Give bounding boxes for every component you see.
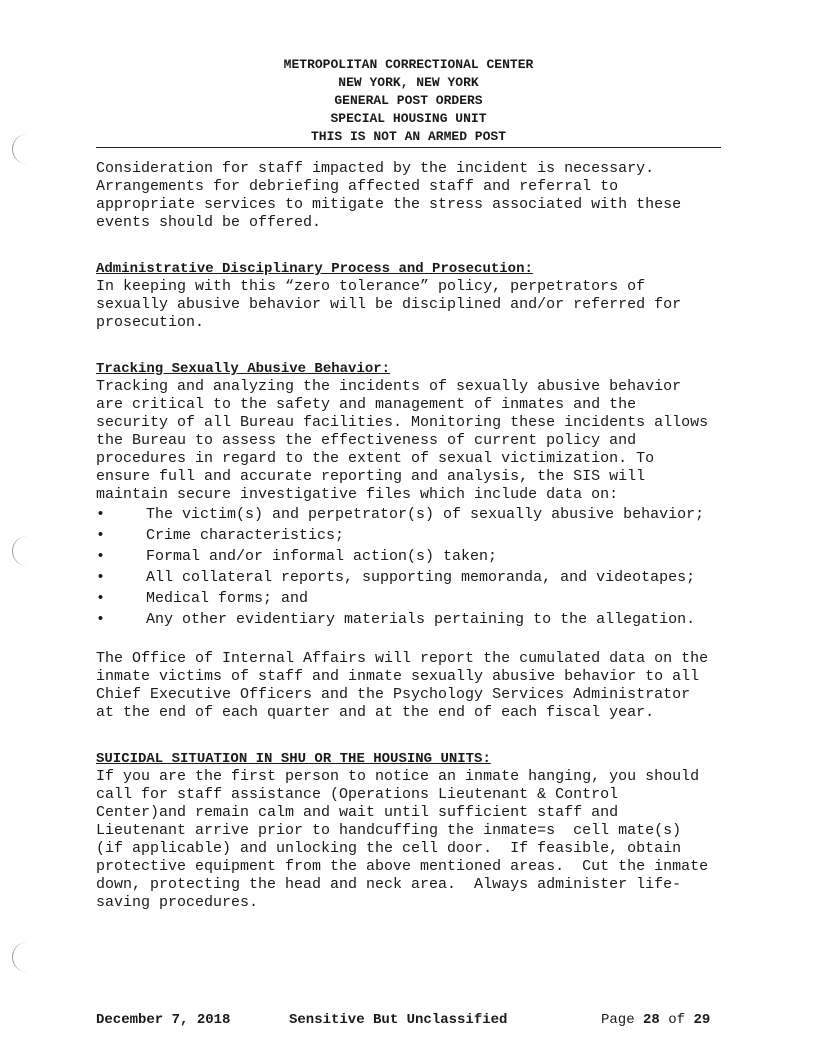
paragraph-line: at the end of each quarter and at the end of each fiscal year.	[96, 704, 655, 721]
list-item	[96, 504, 776, 525]
bullet-icon: •	[96, 590, 106, 607]
header-line-unit: SPECIAL HOUSING UNIT	[330, 111, 487, 126]
section-heading-suicidal: SUICIDAL SITUATION IN SHU OR THE HOUSING UNITS:	[96, 751, 491, 767]
paragraph-line: inmate victims of staff and inmate sexually abusive behavior to all	[96, 668, 700, 685]
list-item	[96, 609, 776, 630]
paragraph-line: the Bureau to assess the effectiveness of current policy and	[96, 432, 637, 449]
paragraph-line: In keeping with this “zero tolerance” policy, perpetrators of	[96, 278, 646, 295]
section-heading-discipline: Administrative Disciplinary Process and Prosecution:	[96, 261, 533, 277]
page-word: Page	[601, 1012, 635, 1028]
list-item	[96, 567, 776, 588]
paragraph-line: If you are the first person to notice an inmate hanging, you should	[96, 768, 700, 785]
header-line-orders: GENERAL POST ORDERS	[334, 93, 483, 108]
paragraph-line: sexually abusive behavior will be disciplined and/or referred for	[96, 296, 682, 313]
bullet-icon: •	[96, 611, 106, 628]
paragraph-line: call for staff assistance (Operations Lieutenant & Control	[96, 786, 619, 803]
header-line-post-status: THIS IS NOT AN ARMED POST	[310, 129, 507, 144]
paragraph-line: security of all Bureau facilities. Monitoring these incidents allows	[96, 414, 709, 431]
list-item	[96, 525, 776, 546]
paragraph-line: (if applicable) and unlocking the cell door. If feasible, obtain	[96, 840, 682, 857]
bullet-icon: •	[96, 506, 106, 523]
paragraph-line: Tracking and analyzing the incidents of sexually abusive behavior	[96, 378, 682, 395]
list-item-text: All collateral reports, supporting memoranda, and videotapes;	[146, 569, 696, 586]
paragraph-line: prosecution.	[96, 314, 205, 331]
paragraph-line: appropriate services to mitigate the stress associated with these	[96, 196, 682, 213]
paragraph-line: The Office of Internal Affairs will report the cumulated data on the	[96, 650, 709, 667]
total-pages: 29	[693, 1012, 711, 1028]
paragraph-line: saving procedures.	[96, 894, 259, 911]
paragraph-line: Lieutenant arrive prior to handcuffing the inmate=s cell mate(s)	[96, 822, 682, 839]
paragraph-line: Chief Executive Officers and the Psychology Services Administrator	[96, 686, 691, 703]
bullet-icon: •	[96, 548, 106, 565]
section-heading-tracking: Tracking Sexually Abusive Behavior:	[96, 361, 391, 377]
header-line-location: NEW YORK, NEW YORK	[338, 75, 479, 90]
footer-date: December 7, 2018	[96, 1012, 231, 1028]
bullet-list	[96, 504, 776, 630]
paragraph-line: ensure full and accurate reporting and analysis, the SIS will	[96, 468, 646, 485]
binder-hole-mark	[12, 942, 31, 972]
paragraph-line: down, protecting the head and neck area. Always administer life-	[96, 876, 682, 893]
paragraph-line: Consideration for staff impacted by the incident is necessary.	[96, 160, 655, 177]
document-footer	[96, 1012, 736, 1034]
list-item-text: Crime characteristics;	[146, 527, 345, 544]
footer-classification: Sensitive But Unclassified	[289, 1012, 508, 1028]
binder-hole-mark	[12, 134, 31, 164]
list-item	[96, 546, 776, 567]
list-item-text: The victim(s) and perpetrator(s) of sexually abusive behavior;	[146, 506, 705, 523]
paragraph-line: Arrangements for debriefing affected staff and referral to	[96, 178, 619, 195]
paragraph-line: maintain secure investigative files which include data on:	[96, 486, 619, 503]
paragraph-line: protective equipment from the above mentioned areas. Cut the inmate	[96, 858, 709, 875]
list-item-text: Medical forms; and	[146, 590, 309, 607]
header-line-institution: METROPOLITAN CORRECTIONAL CENTER	[283, 57, 534, 72]
bullet-icon: •	[96, 527, 106, 544]
binder-hole-mark	[12, 536, 31, 566]
bullet-icon: •	[96, 569, 106, 586]
document-body	[96, 160, 776, 912]
document-header	[96, 56, 721, 146]
of-word: of	[668, 1012, 686, 1028]
list-item-text: Formal and/or informal action(s) taken;	[146, 548, 498, 565]
paragraph-line: events should be offered.	[96, 214, 322, 231]
list-item-text: Any other evidentiary materials pertaining to the allegation.	[146, 611, 696, 628]
paragraph-line: Center)and remain calm and wait until sufficient staff and	[96, 804, 619, 821]
list-item	[96, 588, 776, 609]
page-number	[601, 1012, 710, 1028]
current-page: 28	[643, 1012, 660, 1028]
paragraph-line: procedures in regard to the extent of sexual victimization. To	[96, 450, 655, 467]
paragraph-line: are critical to the safety and management of inmates and the	[96, 396, 637, 413]
header-divider	[96, 147, 721, 148]
